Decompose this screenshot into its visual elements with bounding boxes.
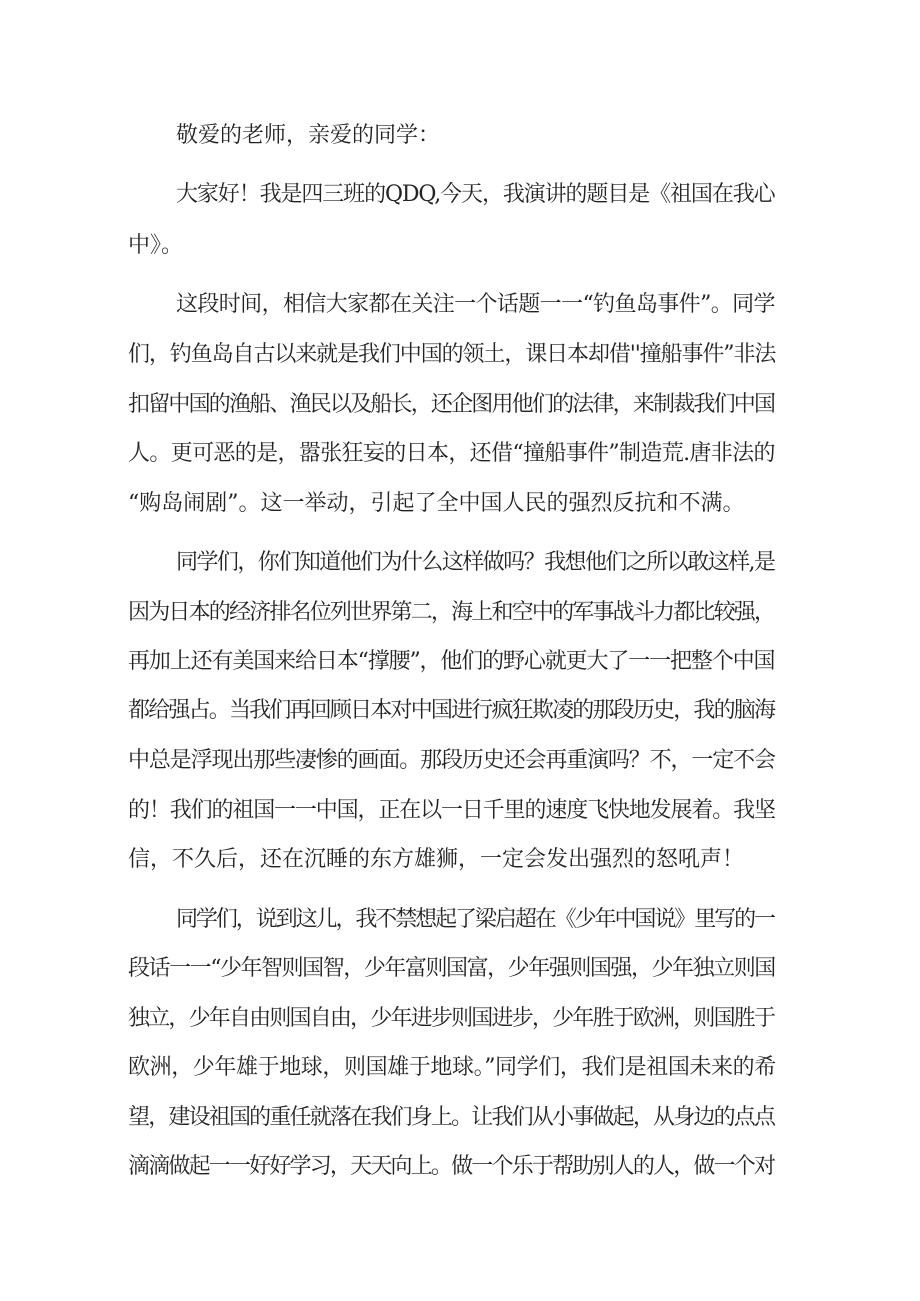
paragraph-2-line-4: 人。更可恶的是，嚣张狂妄的日本，还借“撞船事件”制造荒.唐非法的 (128, 441, 775, 466)
paragraph-4-line-3: 独立，少年自由则国自由，少年进步则国进步，少年胜于欧洲，则国胜于 (128, 1006, 775, 1031)
paragraph-3-line-7: 信，不久后，还在沉睡的东方雄狮，一定会发出强烈的怒吼声！ (128, 847, 745, 872)
paragraph-4-line-1: 同学们，说到这儿，我不禁想起了梁启超在《少年中国说》里写的一 (176, 907, 774, 932)
salutation: 敬爱的老师，亲爱的同学： (176, 123, 441, 148)
paragraph-3-line-4: 都给强占。当我们再回顾日本对中国进行疯狂欺凌的那段历史，我的脑海 (128, 698, 775, 723)
paragraph-2-line-1: 这段时间，相信大家都在关注一个话题一一“钓鱼岛事件”。同学 (176, 292, 775, 317)
paragraph-1-line-2: 中》。 (128, 233, 184, 258)
paragraph-2-line-3: 扣留中国的渔船、渔民以及船长，还企图用他们的法律，来制裁我们中国 (128, 392, 775, 417)
paragraph-3-line-2: 因为日本的经济排名位列世界第二，海上和空中的军事战斗力都比较强， (128, 600, 775, 625)
paragraph-4-line-2: 段话一一“少年智则国智，少年富则国富，少年强则国强，少年独立则国 (128, 956, 775, 981)
paragraph-4-line-5: 望，建设祖国的重任就落在我们身上。让我们从小事做起，从身边的点点 (128, 1105, 775, 1130)
paragraph-3-line-5: 中总是浮现出那些凄惨的画面。那段历史还会再重演吗？不，一定不会 (128, 748, 775, 773)
paragraph-2-line-5: “购岛闹剧”。这一举动，引起了全中国人民的强烈反抗和不满。 (128, 491, 745, 516)
paragraph-4-line-6: 滴滴做起一一好好学习，天天向上。做一个乐于帮助别人的人，做一个对 (128, 1154, 775, 1179)
paragraph-1-line-1: 大家好！我是四三班的QDQ,今天，我演讲的题目是《祖国在我心 (176, 182, 775, 207)
paragraph-3-line-6: 的！我们的祖国一一中国，正在以一日千里的速度飞快地发展着。我坚 (128, 798, 775, 823)
paragraph-3-line-3: 再加上还有美国来给日本“撑腰”，他们的野心就更大了一一把整个中国 (128, 649, 775, 674)
paragraph-4-line-4: 欧洲，少年雄于地球，则国雄于地球。”同学们，我们是祖国未来的希 (128, 1055, 776, 1080)
paragraph-3-line-1: 同学们，你们知道他们为什么这样做吗？我想他们之所以敢这样,是 (176, 550, 775, 575)
paragraph-2-line-2: 们，钓鱼岛自古以来就是我们中国的领土，课日本却借''撞船事件”非法 (128, 342, 776, 367)
